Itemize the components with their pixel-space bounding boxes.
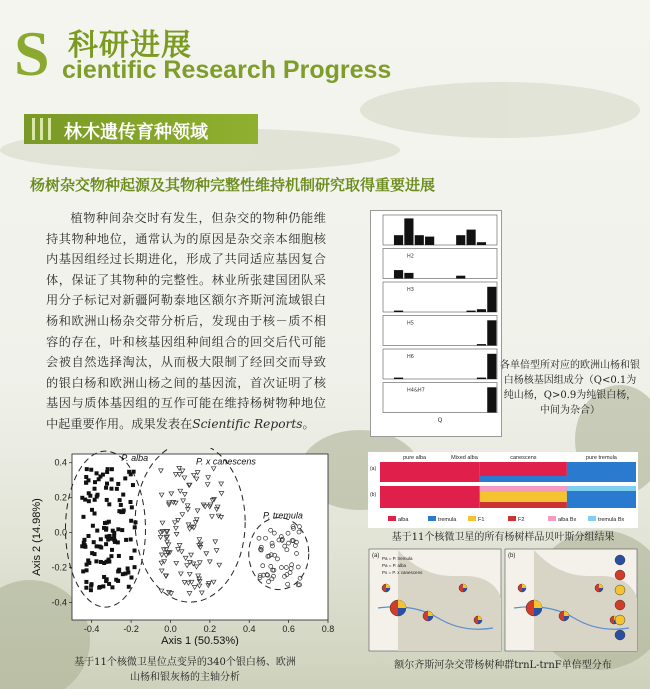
- pca-point-alba: [109, 487, 113, 491]
- histogram-bar: [477, 378, 486, 379]
- pca-group-label-canescens: P. x canescens: [196, 456, 256, 467]
- histogram-panel-label: H5: [407, 320, 414, 327]
- histogram-bar: [467, 230, 476, 245]
- pca-point-alba: [97, 477, 101, 481]
- pca-point-alba: [89, 584, 93, 588]
- admixture-bar-alba-b: [380, 486, 480, 508]
- admixture-group-label: pure alba: [403, 455, 427, 461]
- histogram-bar: [487, 354, 496, 379]
- section-label: 林木遗传育种领域: [64, 122, 208, 143]
- pca-y-tick-label: -0.2: [51, 562, 67, 573]
- histogram-panel-label: H3: [407, 287, 414, 293]
- pca-point-alba: [124, 538, 128, 542]
- pca-point-alba: [89, 468, 93, 472]
- pca-point-alba: [105, 521, 109, 525]
- pca-point-alba: [99, 537, 103, 541]
- admixture-bar-alba-bx: [480, 486, 567, 492]
- pca-point-alba: [110, 548, 114, 552]
- histogram-bar: [487, 320, 496, 345]
- pca-point-alba: [89, 588, 93, 592]
- histogram-panel: [383, 349, 497, 379]
- page-title-en: cientific Research Progress: [62, 56, 392, 84]
- pca-point-alba: [81, 515, 85, 519]
- pca-point-alba: [121, 493, 125, 497]
- histogram-x-label: Q: [437, 417, 443, 424]
- pca-y-tick-label: 0.4: [54, 457, 67, 468]
- pca-point-alba: [84, 586, 88, 590]
- map-haplotype-legend-swatch: [615, 555, 625, 565]
- histogram-bar: [467, 311, 476, 312]
- pca-point-alba: [117, 554, 121, 558]
- histogram-caption: 各单倍型所对应的欧洲山杨和银白杨核基因组成分（Q<0.1为纯山杨，Q>0.9为纯银白杨，中间为杂合）: [500, 360, 640, 416]
- pca-point-alba: [129, 472, 133, 476]
- pca-point-alba: [86, 478, 90, 482]
- histogram-bar: [394, 235, 403, 245]
- pca-point-alba: [110, 467, 114, 471]
- haplotype-map-figure: [368, 548, 638, 652]
- histogram-bar: [487, 387, 496, 412]
- pca-x-tick-label: 0.6: [282, 624, 295, 634]
- article-body-text: 植物种间杂交时有发生，但杂交的物种仍能维持其物种地位，通常认为的原因是杂交亲本细胞核内基因组经过长期进化，形成了共同适应基因复合体，保证了其物种的完整性。林业所张建国团队采用分子标记对新疆阿勒泰地区额尔齐斯河流域银白杨和欧洲山杨杂交带分析后，发现由于核－质不相容的存在，叶和核基因组种间组合的回交后代可能会被自然选择淘汰，从而极大限制了经回交而导致的银白杨和欧洲山杨之间的基因流，首次证明了核基因与质体基因组的互作可能在维持杨树物种地位中起重要作用。成果发表在: [46, 211, 326, 431]
- histogram-bar: [404, 218, 413, 245]
- pca-x-tick-label: 0.2: [203, 624, 217, 634]
- pca-scatter-figure: [28, 448, 338, 646]
- pca-point-alba: [129, 500, 133, 504]
- pca-point-alba: [117, 568, 121, 572]
- admixture-legend-swatch: [508, 516, 516, 521]
- pca-point-alba: [129, 556, 133, 560]
- pca-point-alba: [109, 554, 113, 558]
- admixture-legend-label: tremula Bx: [598, 517, 625, 523]
- histogram-bar: [394, 378, 403, 379]
- pca-point-alba: [119, 503, 123, 507]
- pca-point-alba: [105, 498, 109, 502]
- pca-x-tick-label: 0.0: [164, 624, 177, 634]
- pca-point-alba: [116, 482, 120, 486]
- admixture-group-label: canescens: [510, 455, 537, 461]
- article-body: [46, 208, 326, 435]
- histogram-bar: [394, 311, 403, 312]
- pca-point-alba: [115, 487, 119, 491]
- pca-point-alba: [95, 471, 99, 475]
- pca-point-alba: [110, 585, 114, 589]
- pca-point-alba: [116, 527, 120, 531]
- pca-caption: 基于11个核微卫星位点变异的340个银白杨、欧洲山杨和银灰杨的主轴分析: [74, 657, 296, 683]
- pca-y-tick-label: 0.2: [54, 492, 67, 503]
- pca-point-alba: [127, 585, 131, 589]
- pca-point-alba: [107, 502, 111, 506]
- pca-point-alba: [133, 520, 137, 524]
- histogram-bar: [477, 344, 486, 345]
- pca-point-alba: [94, 559, 98, 563]
- pca-point-alba: [93, 498, 97, 502]
- admixture-legend-swatch: [588, 516, 596, 521]
- pca-point-alba: [99, 560, 103, 564]
- pca-point-alba: [112, 531, 116, 535]
- histogram-bar: [404, 273, 413, 279]
- map-legend-text: Pa = P. alba: [382, 563, 407, 568]
- histogram-panel: [383, 383, 497, 413]
- admixture-bar-tremula: [567, 462, 636, 482]
- pca-point-alba: [92, 540, 96, 544]
- admixture-legend-label: F2: [518, 517, 525, 523]
- map-caption: 额尔齐斯河杂交带杨树种群trnL-trnF单倍型分布: [394, 660, 612, 671]
- pca-point-alba: [123, 476, 127, 480]
- header-initial-letter: S: [14, 18, 50, 89]
- pca-point-alba: [85, 563, 89, 567]
- histogram-panel: [383, 282, 497, 312]
- pca-point-alba: [104, 486, 108, 490]
- pca-point-alba: [119, 510, 123, 514]
- pca-point-alba: [85, 568, 89, 572]
- pca-point-alba: [102, 526, 106, 530]
- admixture-bar-f2: [480, 502, 567, 508]
- article-body-end: 。: [302, 416, 315, 431]
- admixture-row-label: (a): [370, 466, 377, 472]
- map-panel-label: (b): [508, 553, 516, 559]
- pca-x-tick-label: 0.8: [321, 624, 335, 634]
- admixture-legend-label: F1: [478, 517, 485, 523]
- pca-point-alba: [93, 487, 97, 491]
- pca-y-tick-label: 0.0: [54, 527, 67, 538]
- admixture-bar-figure: [368, 452, 638, 528]
- pca-point-alba: [82, 541, 86, 545]
- pca-point-alba: [133, 525, 137, 529]
- map-haplotype-legend-swatch: [615, 630, 625, 640]
- admixture-legend-swatch: [388, 516, 396, 521]
- pca-point-alba: [84, 580, 88, 584]
- pca-x-tick-label: -0.4: [83, 624, 100, 634]
- pca-point-alba: [133, 549, 137, 553]
- pca-point-alba: [113, 540, 117, 544]
- pca-y-tick-label: -0.4: [51, 597, 67, 608]
- pca-point-alba: [85, 467, 89, 471]
- pca-point-alba: [87, 491, 91, 495]
- pca-point-alba: [129, 519, 133, 523]
- pca-point-alba: [131, 483, 135, 487]
- pca-group-label-tremula: P. tremula: [263, 510, 303, 521]
- admixture-bar-canescens-tremula: [480, 476, 567, 482]
- histogram-bar: [487, 287, 496, 312]
- page-title-zh: 科研进展: [68, 28, 192, 63]
- pca-point-alba: [123, 572, 127, 576]
- histogram-bar: [477, 309, 486, 312]
- pca-point-alba: [90, 551, 94, 555]
- pca-group-label-alba: P. alba: [121, 452, 149, 463]
- pca-point-alba: [118, 498, 122, 502]
- map-haplotype-legend-swatch: [615, 600, 625, 610]
- article-title: 杨树杂交物种起源及其物种完整性维持机制研究取得重要进展: [30, 176, 436, 194]
- map-panel-label: (a): [372, 553, 380, 559]
- pca-point-alba: [120, 528, 124, 532]
- pca-point-alba: [129, 575, 133, 579]
- pca-point-alba: [93, 480, 97, 484]
- pca-point-alba: [102, 575, 106, 579]
- admixture-legend-label: alba: [398, 517, 409, 523]
- pca-point-alba: [104, 579, 108, 583]
- pca-x-tick-label: 0.4: [242, 624, 256, 634]
- pca-point-alba: [95, 529, 99, 533]
- map-legend-text: Pa = P. tremula: [382, 556, 413, 561]
- pca-x-axis-label: Axis 1 (50.53%): [161, 635, 239, 646]
- pca-point-alba: [91, 524, 95, 528]
- pca-point-alba: [108, 534, 112, 538]
- pca-point-alba: [129, 537, 133, 541]
- pca-point-alba: [87, 499, 91, 503]
- admixture-legend-swatch: [468, 516, 476, 521]
- admixture-bar-tremula-bx: [567, 486, 636, 491]
- admixture-legend-swatch: [548, 516, 556, 521]
- pca-point-alba: [101, 584, 105, 588]
- pca-point-alba: [104, 542, 108, 546]
- pca-point-alba: [107, 558, 111, 562]
- histogram-bar: [415, 235, 424, 245]
- pca-point-alba: [105, 482, 109, 486]
- histogram-panel-label: H6: [407, 354, 414, 360]
- pca-point-alba: [130, 505, 134, 509]
- histogram-panel: [383, 316, 497, 346]
- admixture-bar-alba: [380, 462, 480, 482]
- pca-point-alba: [83, 498, 87, 502]
- pca-point-alba: [95, 544, 99, 548]
- pca-point-alba: [114, 578, 118, 582]
- pca-point-alba: [101, 473, 105, 477]
- admixture-legend-label: tremula: [438, 517, 457, 523]
- pca-point-alba: [87, 534, 91, 538]
- pca-point-alba: [126, 566, 130, 570]
- map-haplotype-legend-swatch: [615, 570, 625, 580]
- pca-x-tick-label: -0.2: [123, 624, 139, 634]
- map-haplotype-legend-swatch: [615, 615, 625, 625]
- pca-point-alba: [110, 477, 114, 481]
- pca-point-alba: [93, 511, 97, 515]
- admixture-legend-label: alba Bx: [558, 517, 577, 523]
- admixture-legend-swatch: [428, 516, 436, 521]
- pca-y-axis-label: Axis 2 (14.98%): [31, 498, 43, 576]
- admixture-group-label: Mixed alba: [451, 455, 478, 461]
- map-legend-text: Px = P. x canescens: [382, 570, 423, 575]
- journal-name: Scientific Reports: [192, 416, 303, 431]
- haplotype-histogram-figure: [370, 210, 502, 437]
- admixture-row-label: (b): [370, 492, 377, 498]
- histogram-bar: [425, 237, 434, 245]
- admixture-group-label: pure tremula: [585, 455, 617, 461]
- histogram-panel-label: H2: [407, 253, 414, 260]
- histogram-panel-label: H4&H7: [407, 387, 425, 394]
- histogram-bar: [456, 235, 465, 245]
- map-haplotype-legend-swatch: [615, 585, 625, 595]
- admixture-caption: 基于11个核微卫星的所有杨树样品贝叶斯分组结果: [391, 532, 615, 543]
- histogram-bar: [477, 242, 486, 245]
- pca-point-alba: [90, 508, 94, 512]
- histogram-bar: [456, 276, 465, 279]
- pca-point-alba: [133, 565, 137, 569]
- pca-point-alba: [106, 467, 110, 471]
- histogram-bar: [394, 270, 403, 278]
